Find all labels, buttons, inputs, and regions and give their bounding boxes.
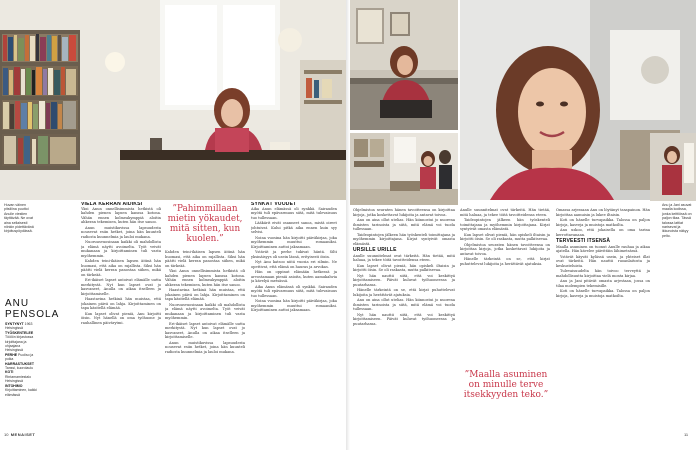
footer-left xyxy=(4,432,35,437)
paragraph: Ystävät ja perhe tukivat häntä. Silti yksinäisyys oli usein läsnä, erityisesti öisin. xyxy=(251,250,337,259)
subject-bio xyxy=(5,322,39,397)
page-number-left: 10 xyxy=(4,432,9,437)
paragraph: Kun lapset olivat pieniä, Anu kirjoitti öisin. Nyt hänellä on oma työhuone ja rauhallinen päivärytmi. xyxy=(81,311,161,325)
bio-line: INTOHIMO Kirjoittaminen, kaikki elämässä xyxy=(5,383,37,397)
paragraph: Anu on aina ollut utelias. Hän kiinnostui jo nuorena ihmisten tarinoista ja siitä, mitä elämä voi tuoda tullessaan. xyxy=(353,298,455,311)
paragraph: Anulle suunnitelmat ovat tärkeitä. Hän tietää, mitä haluaa, ja tekee töitä tavoitteidensa eteen. xyxy=(353,253,455,262)
right-col3-text xyxy=(556,208,650,428)
paragraph: Lääkärit eivät osanneet sanoa, mistä oireet johtuivat. Kului pitkä aika ennen kuin syy selvisi. xyxy=(251,221,337,234)
right-photo-side-portrait xyxy=(650,133,696,201)
paragraph: Aika Anun elämässä oli synkkä. Sairauden myötä tuli epävarmuus siitä, mitä tulevaisuus tuo tullessaan. xyxy=(251,284,337,298)
right-col2-text xyxy=(460,208,550,368)
right-page xyxy=(350,0,696,450)
paragraph: Haastavina hetkinä hän muistaa, että jokainen päivä on lahja. Kirjoittaminen on tapa käsitellä elämää. xyxy=(165,288,245,301)
section-heading-ursille-urille: URSILLE URILLE xyxy=(353,247,397,253)
section-heading-viela-kerran: VIELÄ KERRAN ÄIDIKSI xyxy=(81,202,143,207)
paragraph: Anu on aina ollut utelias. Hän kiinnostui jo nuorena ihmisten tarinoista ja siitä, mitä elämä voi tuoda tullessaan. xyxy=(353,218,455,231)
left-page-caption: Huvan väinen pitsiliina puuttoi Anulle viestien täyttävää. Ne ovat aina sellaisesti niinkin pidettävänä kirjoituspöydässä. xyxy=(4,203,34,234)
paragraph: Anu ja Jani pitävät omasta arjestaan, jossa on tilaa molempien tekemisille. xyxy=(556,279,650,288)
bio-line: PERHE Puoliso ja poika xyxy=(5,352,34,362)
paragraph: Noina vuosina hän kirjoitti päiväkirjaa, joka myöhemmin muuttui romaaniksi. Kirjoittaminen auttoi jaksamaan. xyxy=(251,235,337,249)
subject-name: ANU PENSOLA xyxy=(5,298,60,320)
bio-line: HARRASTUKSET Tanssi, kuorolaulu xyxy=(5,361,34,371)
paragraph: Yksi Anun onnellisimmista hetkistä oli kahden pienen lapsen kanssa kotona. Vähän ennen kolmeakymppiä aloitin ahkeran tekemisen, kuten hän itse sanoo. xyxy=(81,206,161,224)
paragraph: Kun lapset olivat pieniä, hän opiskeli iltaisin ja kirjoitti öisin. Se oli raskasta, mutta palkitsevaa. xyxy=(353,263,455,272)
paragraph: Anun muistikuvissa lapsuudesta nousevat esiin hetket, joina hän kuunteli radiosta kuunnelmia ja lauloi mukana. xyxy=(165,340,245,354)
right-page-caption: Anu ja Jani asuvat maalla kodissa, jonka keittiössä on paljon tilaa. Tässä talossa lattiat narisevat ja ikkunoista näkyy pelto. xyxy=(662,203,692,238)
bio-line: KOTI Rintamamiestalo Helsingissä xyxy=(5,370,32,384)
left-col2-text xyxy=(81,202,161,427)
paragraph: Koti on hänelle turvapaikka. Talossa on paljon kirjoja, kasveja ja muistoja matkoilta. xyxy=(556,289,650,298)
paragraph: Nuoruusvuosinaan kaikki oli mahdollista ja elämä näytti avoimelta. Työt veivät mukanaan ja kirjoittaminen tuli vasta myöhemmin. xyxy=(81,240,161,258)
bio-line: TYÖSKENTELEE Töölön kirjastossa kirjoittajana ja ohjaajana Helsingissä xyxy=(5,330,34,353)
paragraph: Anulle suunnitelmat ovat tärkeitä. Hän tietää, mitä haluaa, ja tekee töitä tavoitteidensa eteen. xyxy=(460,208,550,217)
right-col1-text xyxy=(353,208,455,428)
magazine-name: MENAISET xyxy=(10,432,36,437)
paragraph: Tulevaisuudelta hän toivoo terveyttä ja mahdollisuutta kirjoittaa vielä monta kirjaa. xyxy=(556,269,650,278)
left-col4-text xyxy=(251,202,337,427)
bio-line: SYNTYNYT 1963 Helsingissä xyxy=(5,322,33,331)
paragraph: Noina vuosina hän kirjoitti päiväkirjaa, joka myöhemmin muuttui romaaniksi. Kirjoittaminen auttoi jaksamaan. xyxy=(251,299,337,312)
paragraph: Yksi Anun onnellisimmista hetkistä oli kahden pienen lapsen kanssa kotona. Vähän ennen kolmeakymppiä aloitin ahkeran tekemisen, kuten hän itse sanoo. xyxy=(165,269,245,287)
left-page-photo-woman-at-desk xyxy=(0,0,346,200)
paragraph: Ystävät käyvät kylässä usein, ja yhteiset illat ovat tärkeitä. Hän nauttii ruoanlaitosta ja keskusteluista. xyxy=(556,254,650,268)
paragraph: Aika Anun elämässä oli synkkä. Sairauden myötä tuli epävarmuus siitä, mitä tulevaisuus tuo tullessaan. xyxy=(251,206,337,220)
paragraph: Haastavina hetkinä hän muistaa, että jokainen päivä on lahja. Kirjoittaminen on tapa käsitellä elämää. xyxy=(81,297,161,310)
paragraph: Hänelle tärkeintä on se, että kirjat puhuttelevat lukijoita ja herättävät ajatuksia. xyxy=(353,288,455,297)
pull-quote-left: ”Pahimmillaan mietin yökaudet, mitä sitten, kun kuolen.” xyxy=(167,204,243,244)
right-photo-kitchen-couple xyxy=(350,133,458,205)
paragraph: Nyt Anu katsoo niitä vuosia eri silmin. Ne opettivat, että elämä on hauras ja arvokas. xyxy=(251,260,337,269)
paragraph: Kahden teini-ikäisen lapsen äitinä hän huomasi, että aika on rajallista. Siksi hän päätti vielä kerran panostaa siihen, mikä on tärkeää. xyxy=(81,259,161,277)
paragraph: Eri-ikäiset lapset antoivat elämälle uutta merkitystä. Nyt kun lapset ovat jo kasvaneet, Anulla on aikaa itselleen ja kirjoittamiselle. xyxy=(81,278,161,296)
left-col3-text xyxy=(165,250,245,427)
section-heading-terveesti-itsensa: TERVEESTI ITSENSÄ xyxy=(556,238,611,244)
paragraph: Nyt hän nauttii siitä, että voi keskittyä kirjoittamiseen. Päivät kuluvat työhuoneessa ja puutarhassa. xyxy=(353,312,455,326)
paragraph: Omassa arjessaan Anu on löytänyt tasapainon. Hän kirjoittaa aamuisin ja lukee iltaisin. xyxy=(556,208,650,217)
paragraph: Kun lapset olivat pieniä, hän opiskeli iltaisin ja kirjoitti öisin. Se oli raskasta, mutta palkitsevaa. xyxy=(460,232,550,241)
paragraph: Ohjelmistoa seuraten hänen tavoitteensa on kirjoittaa kirjoja, jotka koskettavat lukijoita ja antavat toivoa. xyxy=(353,208,455,217)
left-page xyxy=(0,0,346,450)
paragraph: Hän on oppinut elämään hetkessä ja arvostamaan pieniä asioita, kuten aamukahvia ja kävelyä metsässä. xyxy=(251,270,337,283)
paragraph: Nyt hän nauttii siitä, että voi keskittyä kirjoittamiseen. Päivät kuluvat työhuoneessa ja puutarhassa. xyxy=(353,273,455,287)
paragraph: Koti on hänelle turvapaikka. Talossa on paljon kirjoja, kasveja ja muistoja matkoilta. xyxy=(556,218,650,227)
pull-quote-right: ”Maalla asuminen on minulle terve itsekkyyden teko.” xyxy=(463,370,549,400)
page-number-right: 11 xyxy=(684,432,689,437)
paragraph: Ohjelmistoa seuraten hänen tavoitteensa on kirjoittaa kirjoja, jotka koskettavat lukijoita ja antavat toivoa. xyxy=(460,242,550,256)
paragraph: Kahden teini-ikäisen lapsen äitinä hän huomasi, että aika on rajallista. Siksi hän päätti vielä kerran panostaa siihen, mikä on tärkeää. xyxy=(165,250,245,268)
paragraph: Eri-ikäiset lapset antoivat elämälle uutta merkitystä. Nyt kun lapset ovat jo kasvaneet, Anulla on aikaa itselleen ja kirjoittamiselle. xyxy=(165,321,245,339)
paragraph: Anu uskoo, että jokaisella on oma tarina kerrottavanaan. xyxy=(556,228,650,237)
right-photo-woman-on-sofa xyxy=(350,0,458,130)
paragraph: Hänelle tärkeintä on se, että kirjat puhuttelevat lukijoita ja herättävät ajatuksia. xyxy=(460,257,550,266)
paragraph: Maalla asuminen on tuonut Anulle rauhaa ja aikaa ajatella. Hän kävelee päivittäin lähimetsässä. xyxy=(556,244,650,253)
paragraph: Nuoruusvuosinaan kaikki oli mahdollista ja elämä näytti avoimelta. Työt veivät mukanaan ja kirjoittaminen tuli vasta myöhemmin. xyxy=(165,302,245,320)
paragraph: Taideopintojen jälkeen hän työskenteli toimittajana ja myöhemmin kirjoittajana. Kirjat syntyivät omasta elämästä. xyxy=(353,232,455,246)
paragraph: Anun muistikuvissa lapsuudesta nousevat esiin hetket, joina hän kuunteli radiosta kuunnelmia ja lauloi mukana. xyxy=(81,225,161,239)
paragraph: Taideopintojen jälkeen hän työskenteli toimittajana ja myöhemmin kirjoittajana. Kirjat syntyivät omasta elämästä. xyxy=(460,218,550,231)
section-heading-synkat-vuodet: SYNKÄT VUODET xyxy=(251,202,297,207)
